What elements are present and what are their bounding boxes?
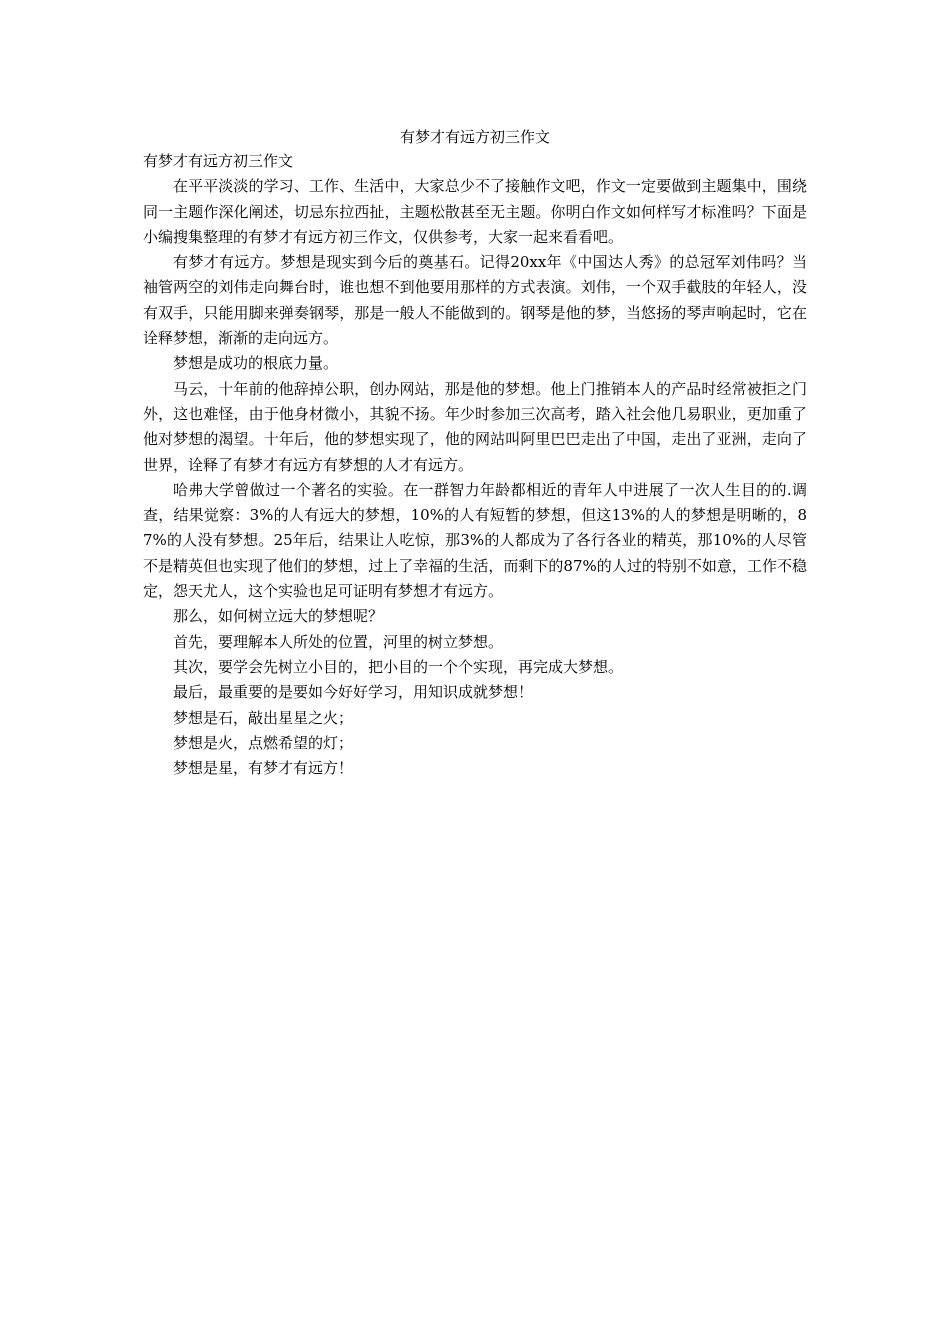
document-body (143, 149, 807, 781)
paragraph-poem-stone: 梦想是石，敲出星星之火； (173, 708, 354, 727)
document-title: 有梦才有远方初三作文 (399, 128, 550, 146)
paragraph-harvard: 哈弗大学曾做过一个著名的实验。在一群智力年龄都相近的青年人中进展了一次人生目的的.调查，结果觉察：3%的人有远大的梦想，10%的人有短暂的梦想，但这13%的人的梦想是明晰的，87%的人没有梦想。25年后，结果让人吃惊，那3%的人都成为了各行各业的精英，那10%的人尽管不是精英但也实现了他们的梦想，过上了幸福的生活，而剩下的87%的人过的特别不如意，工作不稳定，怨天尤人，这个实验也足可证明有梦想才有远方。 (143, 480, 807, 601)
paragraph-first: 首先，要理解本人所处的位置，河里的树立梦想。 (173, 632, 504, 651)
paragraph-intro: 在平平淡淡的学习、工作、生活中，大家总少不了接触作文吧，作文一定要做到主题集中，围绕同一主题作深化阐述，切忌东拉西扯，主题松散甚至无主题。你明白作文如何样写才标准吗？下面是小编搜集整理的有梦才有远方初三作文，仅供参考，大家一起来看看吧。 (143, 177, 807, 246)
paragraph-last: 最后，最重要的是要如今好好学习，用知识成就梦想！ (173, 683, 534, 702)
paragraph-ma-yun: 马云，十年前的他辞掉公职，创办网站，那是他的梦想。他上门推销本人的产品时经常被拒之门外，这也难怪，由于他身材微小，其貌不扬。年少时参加三次高考，踏入社会他几易职业，更加重了他对梦想的渴望。十年后，他的梦想实现了，他的网站叫阿里巴巴走出了中国，走出了亚洲，走向了世界，诠释了有梦才有远方有梦想的人才有远方。 (143, 379, 807, 474)
paragraph-question: 那么，如何树立远大的梦想呢？ (173, 607, 384, 626)
document-subtitle: 有梦才有远方初三作文 (143, 152, 294, 170)
paragraph-poem-fire: 梦想是火，点燃希望的灯； (173, 733, 354, 752)
paragraph-liu-wei: 有梦才有远方。梦想是现实到今后的奠基石。记得20xx年《中国达人秀》的总冠军刘伟吗？当袖管两空的刘伟走向舞台时，谁也想不到他要用那样的方式表演。刘伟，一个双手截肢的年轻人，没有双手，只能用脚来弹奏钢琴，那是一般人不能做到的。钢琴是他的梦，当悠扬的琴声响起时，它在诠释梦想，渐渐的走向远方。 (143, 253, 807, 348)
paragraph-dream-power: 梦想是成功的根底力量。 (173, 354, 339, 373)
paragraph-second: 其次，要学会先树立小目的，把小目的一个个实现，再完成大梦想。 (173, 657, 624, 676)
paragraph-poem-star: 梦想是星，有梦才有远方！ (173, 759, 354, 778)
